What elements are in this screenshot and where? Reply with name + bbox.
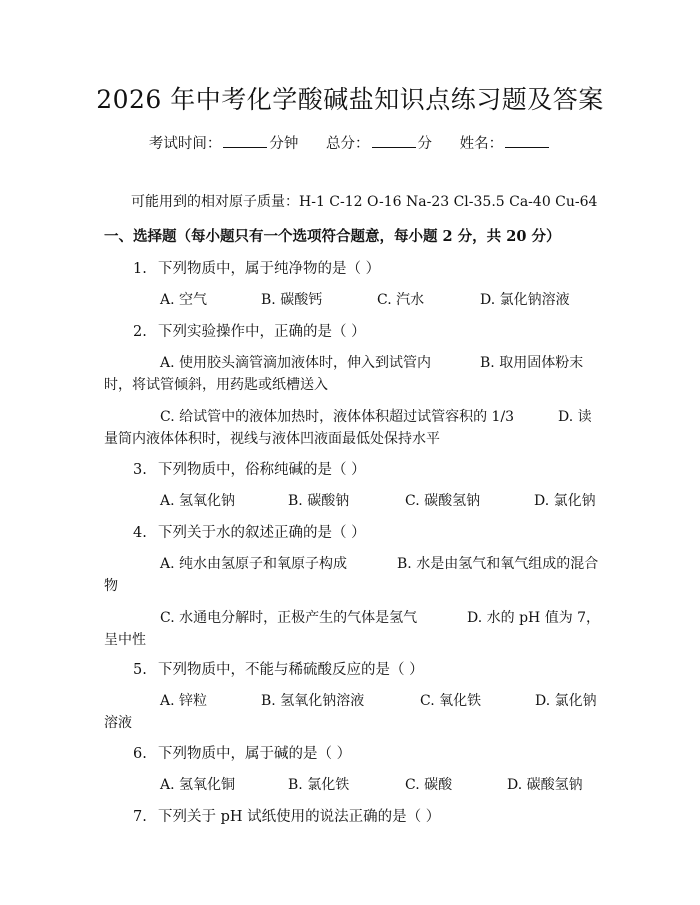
option-c: C. 水通电分解时，正极产生的气体是氢气 [160, 610, 418, 626]
question-number: 7. [133, 809, 147, 825]
option-d: D. 水的 pH 值为 7， [467, 610, 601, 626]
question-number: 6. [133, 746, 147, 762]
score-blank [372, 146, 416, 148]
option-d: D. 氯化钠溶液 [480, 292, 570, 308]
question-1 [133, 257, 380, 278]
question-5-options [160, 690, 600, 712]
question-number: 1. [133, 261, 147, 277]
option-c: C. 氧化铁 [420, 693, 482, 709]
option-d: D. 氯化钠 [535, 693, 597, 709]
time-label: 考试时间： [148, 136, 222, 152]
option-a: A. 纯水由氢原子和氧原子构成 [160, 556, 348, 572]
question-text: 下列关于 pH 试纸使用的说法正确的是（ ） [158, 809, 441, 825]
exam-meta [0, 132, 700, 153]
section-heading: 一、选择题（每小题只有一个选项符合题意，每小题 2 分，共 20 分） [104, 228, 561, 245]
option-b: B. 碳酸钠 [288, 493, 350, 509]
question-text: 下列物质中，俗称纯碱的是（ ） [158, 462, 366, 478]
option-b: B. 水是由氢气和氧气组成的混合 [397, 556, 599, 572]
option-c: C. 汽水 [377, 292, 425, 308]
question-text: 下列关于水的叙述正确的是（ ） [158, 525, 366, 541]
option-b: B. 碳酸钙 [261, 292, 323, 308]
question-text: 下列物质中，属于纯净物的是（ ） [158, 261, 381, 277]
question-text: 下列物质中，不能与稀硫酸反应的是（ ） [158, 662, 424, 678]
option-a: A. 氢氧化钠 [160, 493, 236, 509]
question-5 [133, 658, 424, 679]
option-c: C. 给试管中的液体加热时，液体体积超过试管容积的 1/3 [160, 409, 515, 425]
option-b-continued: 时，将试管倾斜，用药匙或纸槽送入 [104, 377, 328, 393]
question-4 [133, 521, 366, 542]
question-7 [133, 805, 440, 826]
name-blank [505, 146, 549, 148]
page-title: 2026 年中考化学酸碱盐知识点练习题及答案 [96, 85, 604, 114]
option-b: B. 氯化铁 [288, 777, 350, 793]
question-1-options [160, 289, 600, 311]
option-a: A. 锌粒 [160, 693, 208, 709]
option-d-continued: 量筒内液体体积时，视线与液体凹液面最低处保持水平 [104, 431, 440, 447]
question-6 [133, 742, 351, 763]
question-number: 5. [133, 662, 147, 678]
option-a: A. 空气 [160, 292, 208, 308]
time-unit: 分钟 [269, 136, 299, 152]
question-number: 4. [133, 525, 147, 541]
option-b: B. 氢氧化钠溶液 [261, 693, 365, 709]
time-blank [223, 146, 267, 148]
question-number: 3. [133, 462, 147, 478]
option-d-continued: 溶液 [104, 715, 132, 731]
question-6-options [160, 774, 600, 796]
option-a: A. 氢氧化铜 [160, 777, 236, 793]
question-text: 下列实验操作中，正确的是（ ） [158, 324, 366, 340]
name-label: 姓名： [459, 136, 504, 152]
question-text: 下列物质中，属于碱的是（ ） [158, 746, 352, 762]
question-3 [133, 458, 366, 479]
option-d: D. 氯化钠 [534, 493, 596, 509]
question-2 [133, 320, 366, 341]
option-c: C. 碳酸氢钠 [405, 493, 481, 509]
option-b: B. 取用固体粉末 [480, 355, 584, 371]
option-d-continued: 呈中性 [104, 632, 146, 648]
option-b-continued: 物 [104, 578, 118, 594]
question-number: 2. [133, 324, 147, 340]
option-c: C. 碳酸 [405, 777, 453, 793]
atomic-masses: 可能用到的相对原子质量：H-1 C-12 O-16 Na-23 Cl-35.5 Ca-40 Cu-64 [131, 194, 598, 210]
score-unit: 分 [417, 136, 432, 152]
option-d: D. 碳酸氢钠 [507, 777, 583, 793]
score-label: 总分： [326, 136, 370, 152]
question-3-options [160, 490, 600, 512]
option-d: D. 读 [558, 409, 592, 425]
option-a: A. 使用胶头滴管滴加液体时，伸入到试管内 [160, 355, 432, 371]
